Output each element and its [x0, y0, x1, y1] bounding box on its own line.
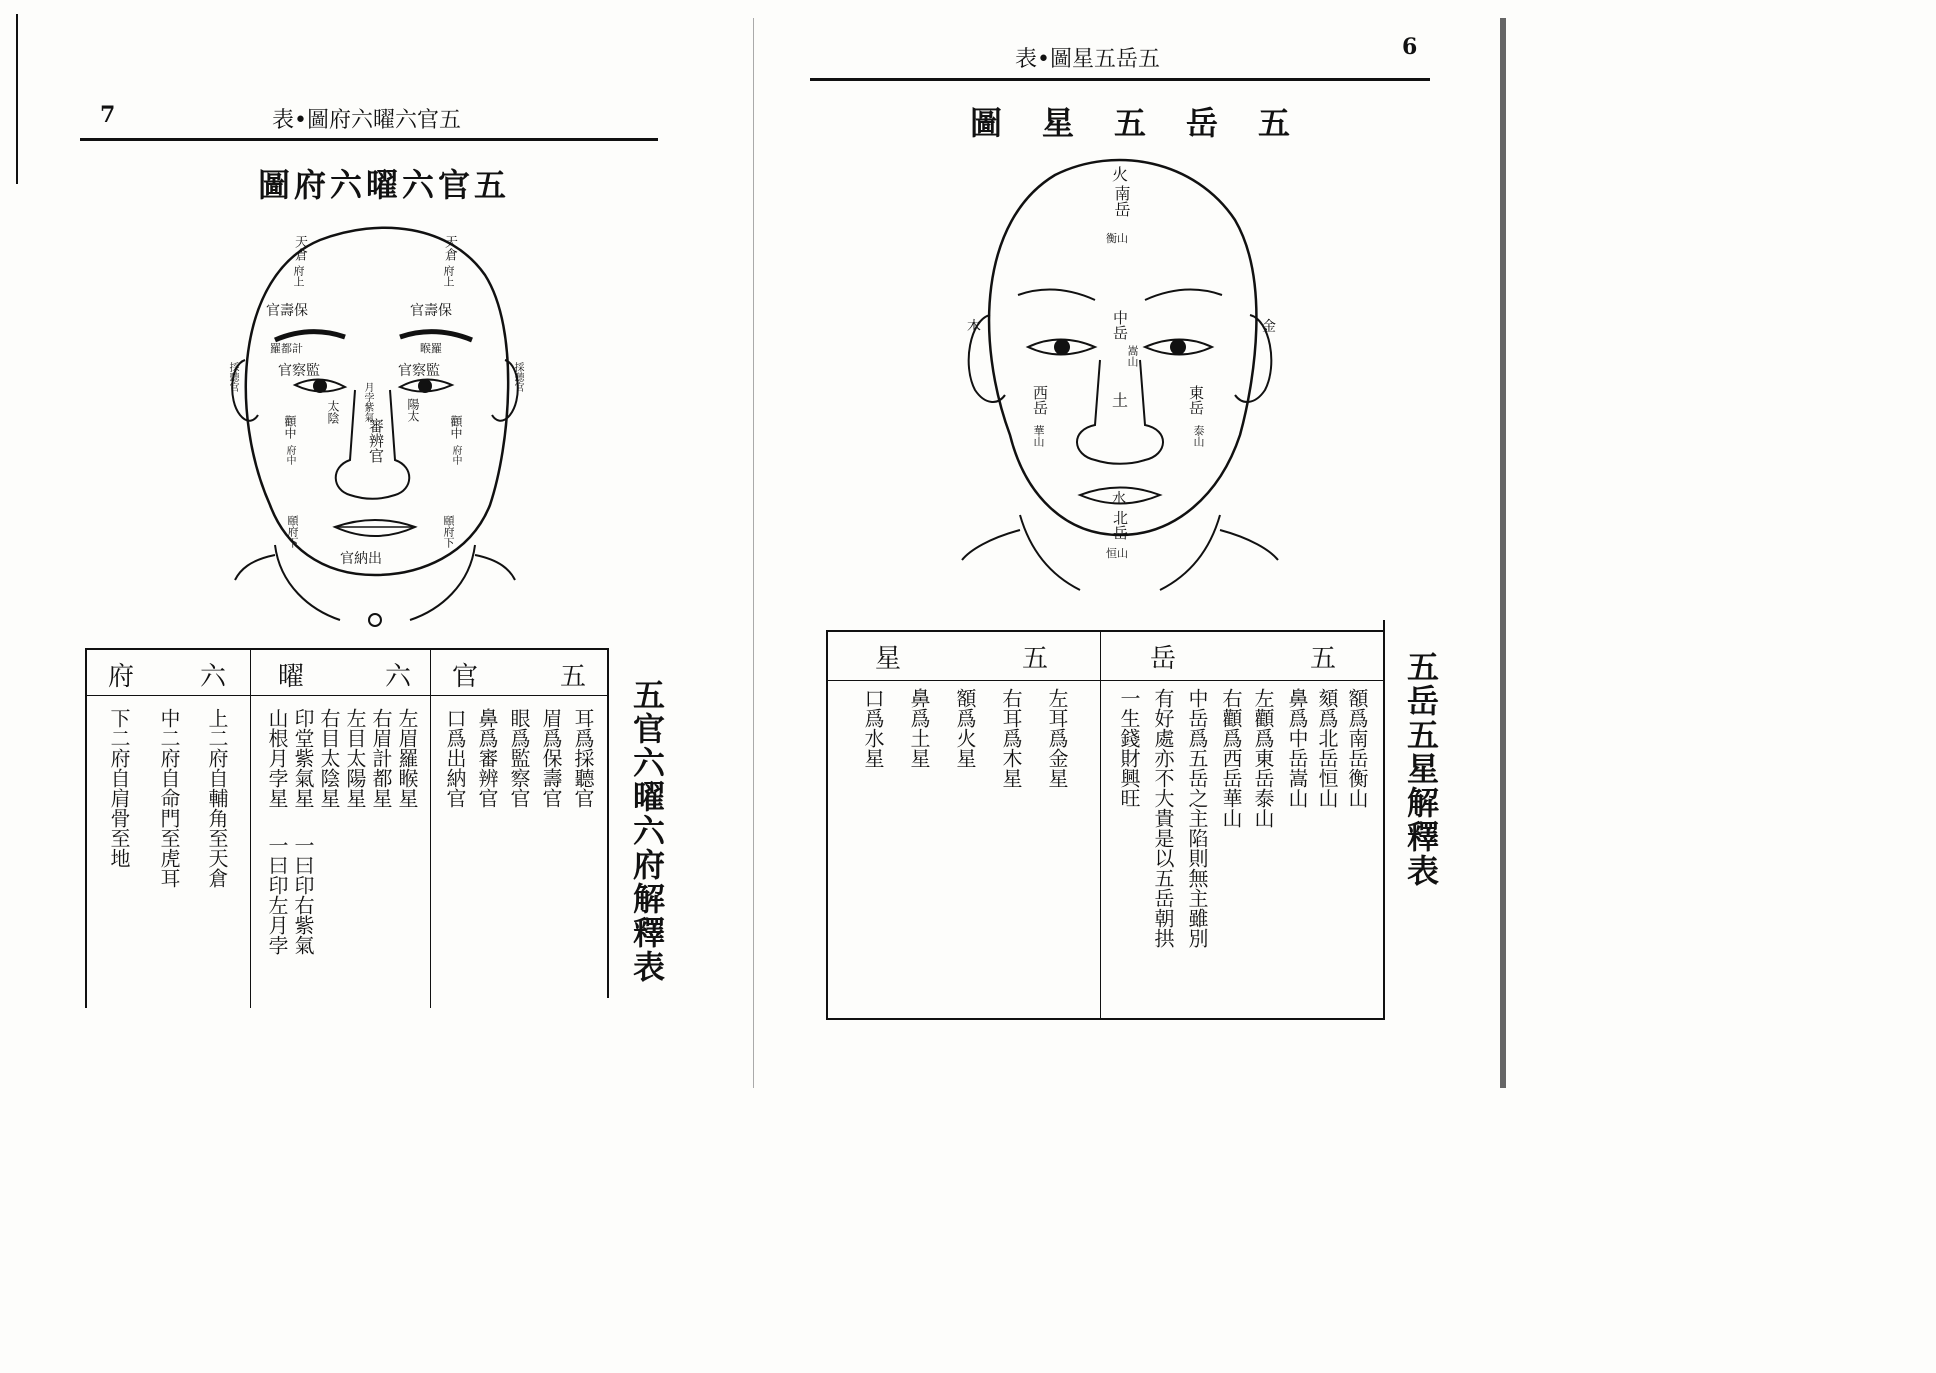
- label-metal: 金: [1262, 319, 1276, 335]
- header-wu-xing: 五: [1022, 644, 1049, 674]
- right-diagram-title: 圖星五岳五: [970, 104, 1331, 142]
- label-jiancha-left: 官察監: [278, 363, 320, 379]
- right-header-rule: [810, 78, 1430, 81]
- liufu-upper: 上二府自輔角至天倉: [205, 708, 229, 888]
- liufu-middle: 中二府自命門至虎耳: [157, 708, 181, 888]
- wuguan-brow: 眉爲保壽官: [539, 708, 563, 808]
- header-yue: 岳: [1150, 644, 1177, 674]
- label-quan-right: 顴中: [449, 415, 463, 439]
- left-page-number: 7: [100, 102, 116, 128]
- right-edge-shadow: [1500, 18, 1506, 1088]
- wuxing-3: 額爲火星: [953, 688, 977, 768]
- label-shenbian: 審辨官: [367, 418, 385, 463]
- label-xiyue: 西岳: [1031, 385, 1049, 415]
- label-brow-left: 羅都計: [270, 342, 303, 355]
- right-side-title: 五岳五星解釋表: [1402, 650, 1440, 888]
- label-beiyue: 北岳: [1111, 510, 1129, 540]
- label-earth: 土: [1112, 391, 1129, 410]
- wuyue-2: 頦爲北岳恒山: [1315, 688, 1339, 808]
- left-running-header: 表•圖府六曜六官五: [272, 108, 461, 133]
- wuguan-ear: 耳爲採聽官: [571, 708, 595, 808]
- label-xiafu-right: 頤府下: [442, 515, 455, 548]
- wuyue-3: 鼻爲中岳嵩山: [1285, 688, 1309, 808]
- liufu-lower: 下二府自肩骨至地: [107, 708, 131, 868]
- label-ear-left: 採聽官: [227, 362, 238, 392]
- label-tiancang-left-sub: 府上: [292, 265, 305, 287]
- label-baoshou-left: 官壽保: [266, 303, 308, 319]
- label-fire: 火: [1112, 165, 1129, 184]
- header-xing: 星: [875, 644, 902, 674]
- label-taiyang: 陽太: [406, 398, 420, 422]
- label-quan-right-sub: 府中: [450, 445, 461, 465]
- header-liu-fu: 六: [200, 662, 227, 692]
- liuyao-6: 山根月孛星: [265, 708, 289, 808]
- header-wu: 五: [560, 662, 587, 692]
- liuyao-4: 右目太陰星: [317, 708, 341, 808]
- label-tiancang-right-sub: 府上: [442, 265, 455, 287]
- wuyue-5: 右顴爲西岳華山: [1219, 688, 1243, 828]
- label-tiancang-right: 天倉: [442, 235, 457, 261]
- label-zhongyue: 中岳: [1111, 310, 1129, 340]
- header-fu: 府: [108, 662, 135, 692]
- header-yao: 曜: [278, 662, 305, 692]
- liuyao-note-1: 一曰印右紫氣: [291, 835, 315, 955]
- label-brow-right: 睺羅: [420, 342, 442, 355]
- liuyao-1: 左眉羅睺星: [395, 708, 419, 808]
- wuxing-4: 鼻爲土星: [907, 688, 931, 768]
- label-chuna: 官納出: [340, 551, 382, 567]
- wuguan-mouth: 口爲出納官: [443, 708, 467, 808]
- left-side-title: 五官六曜六府解釋表: [628, 678, 666, 984]
- label-quan-left-sub: 府中: [284, 445, 295, 465]
- label-xiafu-left: 頤府下: [286, 515, 299, 548]
- label-quan-left: 顴中: [283, 415, 297, 439]
- liuyao-note-2: 一曰印左月孛: [265, 835, 289, 955]
- label-taiyin: 太陰: [326, 400, 340, 424]
- label-yueziqi: 月孛紫氣: [362, 382, 373, 422]
- right-running-header: 表•圖星五岳五: [1015, 47, 1160, 72]
- wuyue-1: 額爲南岳衡山: [1345, 688, 1369, 808]
- face-diagram-wuyue: [950, 150, 1290, 610]
- label-ear-right: 採聽官: [512, 362, 523, 392]
- wuxing-5: 口爲水星: [861, 688, 885, 768]
- label-nanyue: 南岳: [1112, 185, 1131, 217]
- liuyao-3: 左目太陽星: [343, 708, 367, 808]
- left-diagram-title: 圖府六曜六官五: [258, 166, 511, 204]
- header-wu-yue: 五: [1310, 644, 1337, 674]
- label-tiancang-left: 天倉: [292, 235, 307, 261]
- wuxing-2: 右耳爲木星: [999, 688, 1023, 788]
- label-dongyue: 東岳: [1187, 385, 1205, 415]
- wuguan-eye: 眼爲監察官: [507, 708, 531, 808]
- label-xiyue-sub: 華山: [1032, 425, 1045, 447]
- label-wood: 木: [967, 319, 981, 335]
- gutter-line: [753, 18, 754, 1088]
- wuyue-6: 中岳爲五岳之主陷則無主雖別: [1185, 688, 1209, 948]
- right-page-number: 6: [1402, 34, 1418, 60]
- wuyue-8: 一生錢財興旺: [1117, 688, 1141, 808]
- label-beiyue-sub: 恒山: [1106, 547, 1128, 560]
- label-water: 水: [1112, 491, 1126, 507]
- label-jiancha-right: 官察監: [398, 363, 440, 379]
- wuxing-1: 左耳爲金星: [1045, 688, 1069, 788]
- label-baoshou-right: 官壽保: [410, 303, 452, 319]
- wuyue-4: 左顴爲東岳泰山: [1251, 688, 1275, 828]
- label-nanyue-sub: 衡山: [1106, 232, 1128, 245]
- wuyue-7: 有好處亦不大貴是以五岳朝拱: [1151, 688, 1175, 948]
- wuguan-nose: 鼻爲審辨官: [475, 708, 499, 808]
- header-liu-yao: 六: [385, 662, 412, 692]
- left-header-rule: [80, 138, 658, 141]
- liuyao-2: 右眉計都星: [369, 708, 393, 808]
- label-dongyue-sub: 泰山: [1192, 425, 1205, 447]
- header-guan: 官: [452, 662, 479, 692]
- label-zhongyue-sub: 嵩山: [1126, 345, 1139, 367]
- liuyao-5: 印堂紫氣星: [291, 708, 315, 808]
- left-edge-mark: [16, 14, 18, 184]
